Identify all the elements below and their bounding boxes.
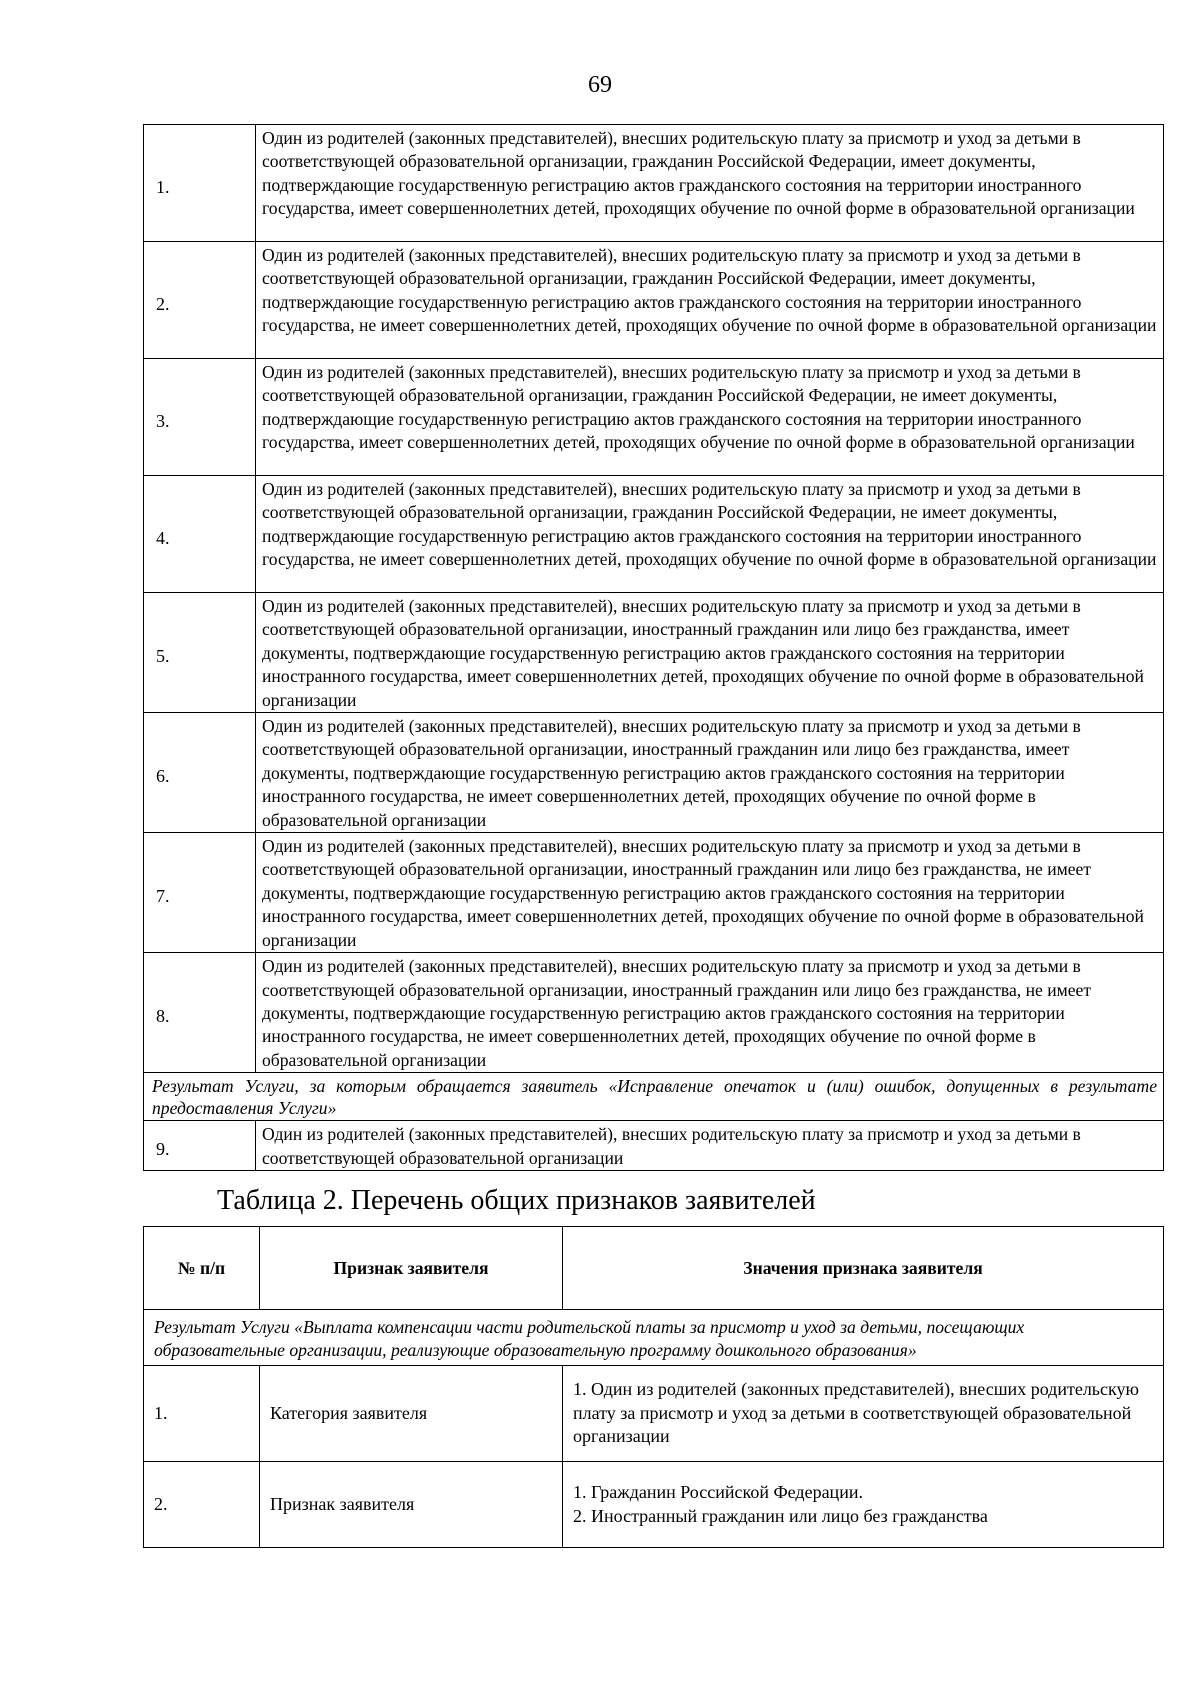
row-text: Один из родителей (законных представителей), внесших родительскую плату за присмотр и уход за детьми в соответствующей образовательной организации, гражданин Российской Федерации, не имеет документы, подтверждающие государственную регистрацию актов гражданского состояния на территории иностранного государства, имеет совершеннолетних детей, проходящих обучение по очной форме в образовательной организации: [256, 359, 1164, 476]
row-text: Один из родителей (законных представителей), внесших родительскую плату за присмотр и уход за детьми в соответствующей образовательной организации, гражданин Российской Федерации, не имеет документы, подтверждающие государственную регистрацию актов гражданского состояния на территории иностранного государства, не имеет совершеннолетних детей, проходящих обучение по очной форме в образовательной организации: [256, 476, 1164, 593]
table-row: [144, 833, 1164, 953]
table-row: [144, 359, 1164, 476]
table-row: [144, 1366, 1164, 1462]
row-text: Один из родителей (законных представителей), внесших родительскую плату за присмотр и уход за детьми в соответствующей образовательной организации, гражданин Российской Федерации, имеет документы, подтверждающие государственную регистрацию актов гражданского состояния на территории иностранного государства, имеет совершеннолетних детей, проходящих обучение по очной форме в образовательной организации: [256, 125, 1164, 242]
result-row: [144, 1073, 1164, 1121]
value-line: 2. Иностранный гражданин или лицо без гражданства: [573, 1505, 988, 1526]
row-text: Один из родителей (законных представителей), внесших родительскую плату за присмотр и уход за детьми в соответствующей образовательной организации, гражданин Российской Федерации, имеет документы, подтверждающие государственную регистрацию актов гражданского состояния на территории иностранного государства, не имеет совершеннолетних детей, проходящих обучение по очной форме в образовательной организации: [256, 242, 1164, 359]
page-number: 69: [588, 72, 612, 98]
row-number: 6.: [144, 713, 256, 833]
attribute-values: [563, 1462, 1164, 1548]
applicant-attributes-table: [143, 1226, 1164, 1548]
attribute-values: [563, 1366, 1164, 1462]
row-number: 7.: [144, 833, 256, 953]
row-text: Один из родителей (законных представителей), внесших родительскую плату за присмотр и уход за детьми в соответствующей образовательной организации, иностранный гражданин или лицо без гражданства, не имеет документы, подтверждающие государственную регистрацию актов гражданского состояния на территории иностранного государства, имеет совершеннолетних детей, проходящих обучение по очной форме в образовательной организации: [256, 833, 1164, 953]
row-number: 1.: [144, 1366, 260, 1462]
row-number: 5.: [144, 593, 256, 713]
attribute-label: Категория заявителя: [260, 1366, 563, 1462]
row-text: Один из родителей (законных представителей), внесших родительскую плату за присмотр и уход за детьми в соответствующей образовательной организации, иностранный гражданин или лицо без гражданства, имеет документы, подтверждающие государственную регистрацию актов гражданского состояния на территории иностранного государства, не имеет совершеннолетних детей, проходящих обучение по очной форме в образовательной организации: [256, 713, 1164, 833]
row-number: 3.: [144, 359, 256, 476]
table-row: [144, 953, 1164, 1073]
header-values: Значения признака заявителя: [563, 1227, 1164, 1310]
table-caption: Таблица 2. Перечень общих признаков заявителей: [217, 1185, 816, 1216]
row-text: Один из родителей (законных представителей), внесших родительскую плату за присмотр и уход за детьми в соответствующей образовательной организации, иностранный гражданин или лицо без гражданства, не имеет документы, подтверждающие государственную регистрацию актов гражданского состояния на территории иностранного государства, не имеет совершеннолетних детей, проходящих обучение по очной форме в образовательной организации: [256, 953, 1164, 1073]
value-line: 1. Гражданин Российской Федерации.: [573, 1482, 863, 1502]
table-row: [144, 476, 1164, 593]
result-text: Результат Услуги, за которым обращается заявитель «Исправление опечаток и (или) ошибок, допущенных в результате предоставления Услуги»: [144, 1073, 1164, 1121]
row-number: 8.: [144, 953, 256, 1073]
row-number: 2.: [144, 1462, 260, 1548]
applicant-variants-table: [143, 124, 1164, 1171]
row-number: 4.: [144, 476, 256, 593]
header-number: № п/п: [144, 1227, 260, 1310]
value-line: 1. Один из родителей (законных представителей), внесших родительскую плату за присмотр и уход за детьми в соответствующей образовательной организации: [573, 1379, 1139, 1447]
table-row: [144, 242, 1164, 359]
table-row: [144, 1121, 1164, 1171]
row-text: Один из родителей (законных представителей), внесших родительскую плату за присмотр и уход за детьми в соответствующей образовательной организации: [256, 1121, 1164, 1171]
table-header-row: [144, 1227, 1164, 1310]
row-number: 2.: [144, 242, 256, 359]
row-text: Один из родителей (законных представителей), внесших родительскую плату за присмотр и уход за детьми в соответствующей образовательной организации, иностранный гражданин или лицо без гражданства, имеет документы, подтверждающие государственную регистрацию актов гражданского состояния на территории иностранного государства, имеет совершеннолетних детей, проходящих обучение по очной форме в образовательной организации: [256, 593, 1164, 713]
row-number: 9.: [144, 1121, 256, 1171]
table-row: [144, 593, 1164, 713]
row-number: 1.: [144, 125, 256, 242]
table-row: [144, 1462, 1164, 1548]
attribute-label: Признак заявителя: [260, 1462, 563, 1548]
result-text: Результат Услуги «Выплата компенсации части родительской платы за присмотр и уход за детьми, посещающих образовательные организации, реализующие образовательную программу дошкольного образования»: [144, 1310, 1164, 1366]
header-attribute: Признак заявителя: [260, 1227, 563, 1310]
table-row: [144, 125, 1164, 242]
table-row: [144, 713, 1164, 833]
result-row: [144, 1310, 1164, 1366]
